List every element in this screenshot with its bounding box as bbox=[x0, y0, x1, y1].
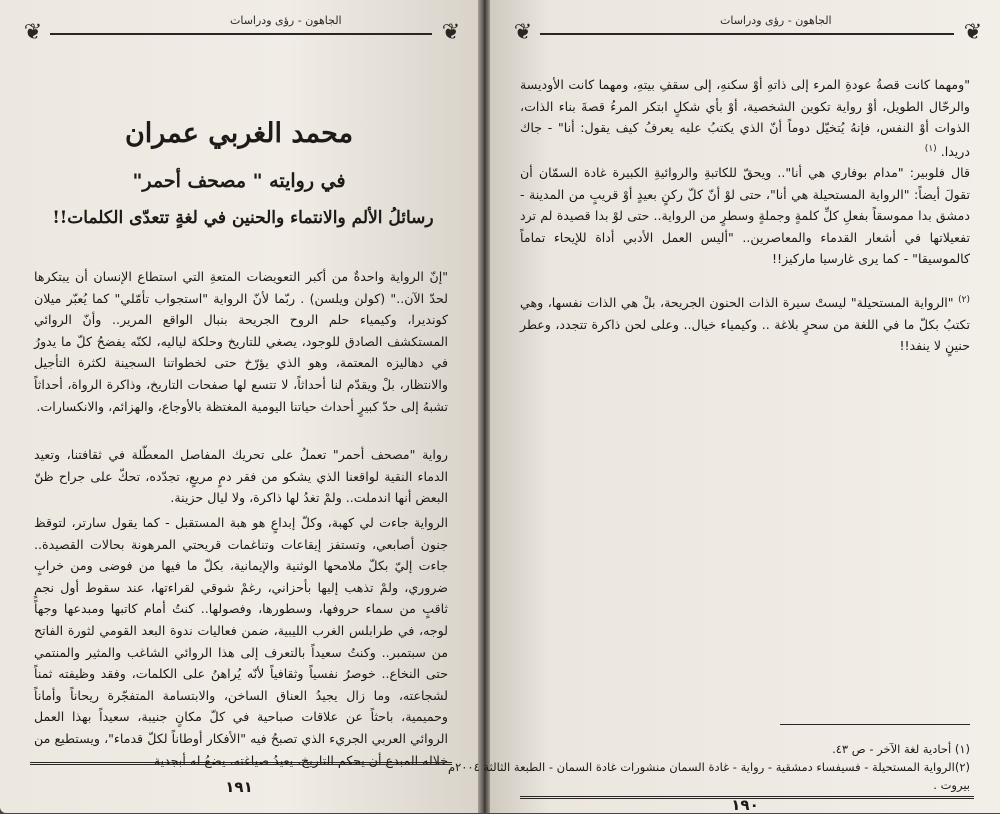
page-header bbox=[23, 12, 461, 45]
paragraph: الرواية جاءت لي كهبة، وكلّ إبداعٍ هو هبة المستقبل - كما يقول سارتر، لتوقظ جنون أصابعي، وتستفز إيقاعات وتناغمات قريحتي المرهونة بحالات القصيدة.. جاءت إليّ بكلّ ملامحها الوثنية والإيمانية، بكلّ ما فيها من فوضى ومن خرابٍ ضروري، ولمْ تذهب إليها بأحزاني، رغمْ شوقي لقراءتها، عند سقوط أول نجمٍ ثاقبٍ من سماء حروفها، وسطورها، وفصولها.. كنتُ أمام كاتبها ومبدعها وجهاً لوجه، في طرابلس الغرب الليبية، ضمن فعاليات ندوة البعد القومي لثورة الفاتح من سبتمبر.. وكنتُ سعيداً بالتعرف إلى هذا الروائي الشاغب والمثير والمنتمي حتى النخاع.. خوصرُ نفسياً وثقافياً لأنّه يُراهنُ على الكلمات، وفقد وظيفته ثمناً لشجاعته، وما زال يجيدُ العناق الساخن، والابتسامة المتفجّرة ريحاناً وأماناً وحميمية، باحثاً عن علاقات صباحية في كلّ مكانٍ جنيبة، سعيداً بهذا العمل الروائي العربي الجريء الذي تصبحُ فيه "الأفكار أوطاناً لكلّ قدماء"، ويستطيع من خلاله المبدع أن يحكم التاريخ، يعيدُ صياغته، يضعُ له أبجدية bbox=[34, 515, 448, 768]
page-header bbox=[513, 12, 983, 45]
right-book-page bbox=[447, 0, 1000, 814]
author-name: محمد الغربي عمران bbox=[124, 118, 354, 149]
running-header-title: الجاهون - رؤى ودراسات bbox=[230, 14, 342, 27]
footnote-rule bbox=[780, 724, 970, 725]
page-number: ١٩٠ bbox=[731, 796, 759, 814]
header-rule bbox=[540, 33, 954, 35]
article-subtitle: في روايته " مصحف أحمر" bbox=[132, 170, 346, 192]
running-header-title: الجاهون - رؤى ودراسات bbox=[720, 14, 832, 27]
article-heading: رسائلُ الألم والانتماء والحنين في لغةٍ تتعدّى الكلمات!! bbox=[52, 208, 434, 228]
footnote: بيروت . bbox=[933, 778, 970, 792]
paragraph: رواية "مصحف أحمر" تعملُ على تحريك المفاصل المعطّلة في ثقافتنا، وتعيد الدماء النقية لواقعنا الذي يشكو من فقر دمٍ مريعٍ، تجدّده، تحكّ على جراح ظنّ البعض أنها اندملت.. ولمْ تغدُ لها ذاكرة، ولا ليال حزينة. bbox=[34, 447, 448, 506]
page-number: ١٩١ bbox=[225, 778, 253, 796]
left-book-page bbox=[0, 0, 478, 813]
floral-ornament-icon: ❦ bbox=[963, 20, 983, 45]
paragraph: قال فلوبير: "مدام بوفاري هي أنا".. ويحقّ للكاتبةِ والروائيةِ الكبيرة غادة السمّان أن تقولَ أيضاً: "الرواية المستحيلة هي أنا"، حتى لوْ أنّ كلّ ركنٍ بعيدٍ أوْ قريبٍ من المدينة - دمشق بدا مموسقاً بفعلِ كلِّ كلمةٍ وجملةٍ وسطرٍ من الرواية.. حتى لوْ بدا قصيدة لم ترد تفعيلاتها في أشعار القدماء والمعاصرين.. "أليس العمل الأدبي أداة للإيحاء تماماً كالموسيقا" - كما يرى غارسيا ماركيز!! bbox=[520, 165, 970, 267]
footnote: (٢)الرواية المستحيلة - فسيفساء دمشقية - رواية - غادة السمان منشورات غادة السمان - الطبعة الثالثة ٢٠٠٤م bbox=[447, 760, 970, 774]
footnote-marker: (١) bbox=[924, 143, 937, 154]
paragraph bbox=[520, 290, 970, 357]
header-rule bbox=[50, 33, 432, 35]
paragraph: "إنّ الرواية واحدةٌ من أكبر التعويضات المتعةِ التي استطاع الإنسان أن يبتكرها لحدّ الآن.." (كولن ويلسن) . ربّما لأنّ الرواية "استجواب تأمّلي" كما يُعبّر ميلان كونديرا، وكيمياء حلم الروح الجريحة بنبال الواقع المرير.. وأنّ الروائي المستكشف الصادق للوجود، يصغي للتاريخ وحلكة لياليه، لكنّه يفضحُ كلّ ما يدورُ في دهاليزه المعتمة، وهو الذي يؤرّخ حتى لخطواتنا السجينة لكثرة التأجيل والانتظار، بلْ ويقدّم لنا أحداثاً، لا تتسع لها صفحات التاريخ، وذاكرة الرواة، أحداثاً تشبهُ إلى حدّ كبيرٍ أحداث حياتنا اليومية المغتظة بالأوجاع، والهزائم، والانكسارات. bbox=[34, 269, 448, 414]
book-spine bbox=[478, 0, 490, 813]
floral-ornament-icon: ❦ bbox=[513, 20, 533, 45]
paragraph-text: "الرواية المستحيلة" ليستْ سيرة الذات الحنون الجريحة، بلْ هي الذات نفسها، وهي تكتبُ بكلّ ما في اللغة من سحرٍ بلاغة .. وكيمياء خيال.. وعلى لحن ذاكرة تتجدد، وعطر حنينٍ لا ينفد!! bbox=[520, 295, 970, 354]
footer-rule bbox=[30, 762, 452, 765]
paragraph-text: "ومهما كانت قصةُ عودةِ المرء إلى ذاتهِ أوْ سكنهِ، إلى سقفِ بيتهِ، ومهما كانت الأوديسة والرحّال الطويل، أوْ رواية تكوين الشخصية، أوْ بأي شكلٍ ابتكر المرءُ قصةَ بناء الذات، الذوات أوْ النفس، فإنهُ يُتخيّل دوماً أنّ الذي يكتبُ عليه يعرفُ كيف يقول: أنا" - جاك دريدا. bbox=[520, 77, 970, 159]
floral-ornament-icon: ❦ bbox=[23, 20, 43, 45]
footnotes bbox=[447, 740, 970, 794]
footnote-marker: (٢) bbox=[958, 295, 970, 305]
floral-ornament-icon: ❦ bbox=[441, 20, 461, 45]
paragraph bbox=[520, 74, 970, 163]
footnote: (١) أحادية لغة الآخر - ص ٤٣. bbox=[832, 742, 970, 756]
